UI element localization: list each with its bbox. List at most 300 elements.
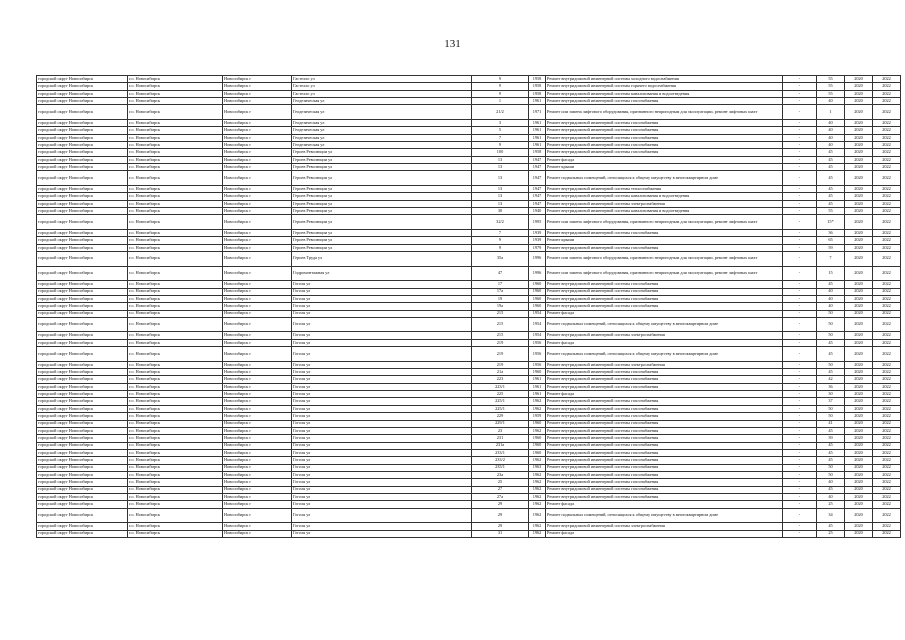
- cell-year-start: 2020: [845, 530, 873, 537]
- cell-settlement: г.о. Новосибирск: [128, 208, 223, 215]
- cell-city: Новосибирск г: [223, 317, 292, 332]
- cell-year-start: 2020: [845, 420, 873, 427]
- cell-year-start: 2020: [845, 317, 873, 332]
- cell-year-end: 2022: [873, 98, 901, 105]
- cell-city: Новосибирск г: [223, 339, 292, 346]
- cell-build-year: 1961: [529, 383, 546, 390]
- cell-street: Героев Революции ул: [292, 215, 472, 230]
- table-row: [37, 185, 901, 192]
- cell-settlement: г.о. Новосибирск: [128, 288, 223, 295]
- cell-street: Гоголя ул: [292, 486, 472, 493]
- cell-work-type: Ремонт внутридомовой инженерной системы электроснабжения: [546, 332, 783, 339]
- cell-value: 50: [817, 405, 845, 412]
- cell-street: Гоголя ул: [292, 376, 472, 383]
- cell-build-year: 1958: [529, 83, 546, 90]
- cell-dash: -: [783, 361, 817, 368]
- cell-municipal-district: городской округ Новосибирск: [37, 156, 128, 163]
- cell-municipal-district: городской округ Новосибирск: [37, 229, 128, 236]
- table-row: [37, 171, 901, 186]
- cell-settlement: г.о. Новосибирск: [128, 339, 223, 346]
- table-row: [37, 244, 901, 251]
- table-row: [37, 361, 901, 368]
- cell-value: 40: [817, 127, 845, 134]
- cell-settlement: г.о. Новосибирск: [128, 134, 223, 141]
- cell-municipal-district: городской округ Новосибирск: [37, 281, 128, 288]
- cell-municipal-district: городской округ Новосибирск: [37, 303, 128, 310]
- cell-house-number: 31: [472, 530, 529, 537]
- cell-year-end: 2022: [873, 185, 901, 192]
- cell-city: Новосибирск г: [223, 383, 292, 390]
- cell-municipal-district: городской округ Новосибирск: [37, 457, 128, 464]
- cell-municipal-district: городской округ Новосибирск: [37, 171, 128, 186]
- cell-work-type: Ремонт фасада: [546, 156, 783, 163]
- cell-year-start: 2020: [845, 501, 873, 508]
- cell-build-year: 1960: [529, 288, 546, 295]
- cell-city: Новосибирск г: [223, 479, 292, 486]
- cell-house-number: 13: [472, 156, 529, 163]
- cell-year-end: 2022: [873, 244, 901, 251]
- cell-municipal-district: городской округ Новосибирск: [37, 420, 128, 427]
- cell-city: Новосибирск г: [223, 303, 292, 310]
- cell-dash: -: [783, 164, 817, 171]
- cell-year-start: 2020: [845, 523, 873, 530]
- cell-municipal-district: городской округ Новосибирск: [37, 193, 128, 200]
- cell-house-number: 35а: [472, 251, 529, 266]
- table-row: [37, 237, 901, 244]
- cell-dash: -: [783, 149, 817, 156]
- cell-value: 37: [817, 398, 845, 405]
- cell-year-start: 2020: [845, 266, 873, 281]
- cell-work-type: Ремонт внутридомовой инженерной системы электроснабжения: [546, 523, 783, 530]
- cell-city: Новосибирск г: [223, 229, 292, 236]
- cell-street: Героев Революции ул: [292, 237, 472, 244]
- cell-year-start: 2020: [845, 442, 873, 449]
- cell-settlement: г.о. Новосибирск: [128, 449, 223, 456]
- cell-city: Новосибирск г: [223, 98, 292, 105]
- cell-build-year: 1958: [529, 149, 546, 156]
- cell-city: Новосибирск г: [223, 142, 292, 149]
- cell-street: Гидромонтажная ул: [292, 266, 472, 281]
- cell-work-type: Ремонт внутридомовой инженерной системы газоснабжения: [546, 303, 783, 310]
- cell-house-number: 225: [472, 391, 529, 398]
- cell-municipal-district: городской округ Новосибирск: [37, 237, 128, 244]
- cell-year-start: 2020: [845, 398, 873, 405]
- cell-settlement: г.о. Новосибирск: [128, 420, 223, 427]
- cell-year-start: 2020: [845, 156, 873, 163]
- cell-work-type: Ремонт внутридомовой инженерной системы горячего водоснабжения: [546, 83, 783, 90]
- cell-year-start: 2020: [845, 435, 873, 442]
- cell-value: 40: [817, 479, 845, 486]
- cell-city: Новосибирск г: [223, 295, 292, 302]
- cell-house-number: 7: [472, 229, 529, 236]
- cell-settlement: г.о. Новосибирск: [128, 391, 223, 398]
- cell-year-end: 2022: [873, 523, 901, 530]
- cell-city: Новосибирск г: [223, 457, 292, 464]
- cell-settlement: г.о. Новосибирск: [128, 508, 223, 523]
- table-row: [37, 134, 901, 141]
- cell-value: 34: [817, 508, 845, 523]
- cell-city: Новосибирск г: [223, 164, 292, 171]
- cell-year-end: 2022: [873, 295, 901, 302]
- cell-work-type: Ремонт внутридомовой инженерной системы канализования и водоотведения: [546, 193, 783, 200]
- cell-house-number: 9: [472, 244, 529, 251]
- cell-year-end: 2022: [873, 332, 901, 339]
- table-row: [37, 142, 901, 149]
- cell-street: Героев Революции ул: [292, 164, 472, 171]
- cell-value: 45: [817, 449, 845, 456]
- cell-value: 65: [817, 237, 845, 244]
- cell-municipal-district: городской округ Новосибирск: [37, 383, 128, 390]
- table-row: [37, 229, 901, 236]
- cell-city: Новосибирск г: [223, 508, 292, 523]
- cell-house-number: 19а: [472, 303, 529, 310]
- cell-dash: -: [783, 303, 817, 310]
- cell-year-end: 2022: [873, 193, 901, 200]
- table-row: [37, 193, 901, 200]
- cell-work-type: Ремонт фасада: [546, 530, 783, 537]
- cell-work-type: Ремонт внутридомовой инженерной системы холодного водоснабжения: [546, 76, 783, 83]
- cell-city: Новосибирск г: [223, 149, 292, 156]
- cell-dash: -: [783, 134, 817, 141]
- cell-dash: -: [783, 90, 817, 97]
- cell-build-year: 1947: [529, 164, 546, 171]
- table-row: [37, 127, 901, 134]
- cell-dash: -: [783, 76, 817, 83]
- cell-work-type: Ремонт внутридомовой инженерной системы газоснабжения: [546, 376, 783, 383]
- cell-dash: -: [783, 442, 817, 449]
- cell-value: 40: [817, 493, 845, 500]
- table-row: [37, 427, 901, 434]
- cell-street: Гоголя ул: [292, 332, 472, 339]
- cell-street: Героев Революции ул: [292, 193, 472, 200]
- table-row: [37, 442, 901, 449]
- cell-build-year: 1960: [529, 435, 546, 442]
- cell-year-end: 2022: [873, 149, 901, 156]
- table-row: [37, 420, 901, 427]
- cell-value: 55: [817, 76, 845, 83]
- cell-street: Гоголя ул: [292, 523, 472, 530]
- cell-dash: -: [783, 251, 817, 266]
- cell-municipal-district: городской округ Новосибирск: [37, 486, 128, 493]
- table-row: [37, 457, 901, 464]
- cell-dash: -: [783, 332, 817, 339]
- cell-street: Геодезическая ул: [292, 119, 472, 126]
- table-row: [37, 449, 901, 456]
- cell-house-number: 229: [472, 413, 529, 420]
- cell-street: Гоголя ул: [292, 281, 472, 288]
- cell-value: 45: [817, 442, 845, 449]
- cell-street: Гоголя ул: [292, 347, 472, 362]
- cell-settlement: г.о. Новосибирск: [128, 266, 223, 281]
- cell-house-number: 17: [472, 281, 529, 288]
- cell-work-type: Ремонт внутридомовой инженерной системы газоснабжения: [546, 405, 783, 412]
- cell-street: Геодезическая ул: [292, 98, 472, 105]
- cell-house-number: 9: [472, 76, 529, 83]
- cell-municipal-district: городской округ Новосибирск: [37, 83, 128, 90]
- cell-work-type: Ремонт внутридомовой инженерной системы газоснабжения: [546, 127, 783, 134]
- table-row: [37, 383, 901, 390]
- table-row: [37, 310, 901, 317]
- cell-year-end: 2022: [873, 413, 901, 420]
- cell-year-end: 2022: [873, 405, 901, 412]
- cell-year-start: 2020: [845, 149, 873, 156]
- cell-value: 50: [817, 464, 845, 471]
- cell-settlement: г.о. Новосибирск: [128, 303, 223, 310]
- cell-value: 25: [817, 501, 845, 508]
- cell-settlement: г.о. Новосибирск: [128, 119, 223, 126]
- cell-value: 45: [817, 164, 845, 171]
- cell-build-year: 1962: [529, 398, 546, 405]
- cell-settlement: г.о. Новосибирск: [128, 295, 223, 302]
- cell-city: Новосибирск г: [223, 127, 292, 134]
- cell-city: Новосибирск г: [223, 391, 292, 398]
- table-row: [37, 391, 901, 398]
- cell-municipal-district: городской округ Новосибирск: [37, 127, 128, 134]
- capital-repair-table: [36, 75, 901, 538]
- cell-dash: -: [783, 493, 817, 500]
- cell-house-number: 100: [472, 149, 529, 156]
- cell-year-start: 2020: [845, 200, 873, 207]
- cell-year-end: 2022: [873, 442, 901, 449]
- table-row: [37, 508, 901, 523]
- cell-dash: -: [783, 464, 817, 471]
- cell-value: 45: [817, 347, 845, 362]
- cell-value: 50: [817, 471, 845, 478]
- cell-work-type: Ремонт подвальных помещений, относящихся к общему имуществу в многоквартирном доме: [546, 171, 783, 186]
- cell-street: Гастелло ул: [292, 90, 472, 97]
- cell-build-year: 1960: [529, 303, 546, 310]
- cell-year-end: 2022: [873, 200, 901, 207]
- cell-build-year: 1960: [529, 420, 546, 427]
- cell-year-start: 2020: [845, 185, 873, 192]
- cell-settlement: г.о. Новосибирск: [128, 281, 223, 288]
- cell-year-end: 2022: [873, 215, 901, 230]
- cell-build-year: 1954: [529, 332, 546, 339]
- cell-dash: -: [783, 486, 817, 493]
- cell-year-end: 2022: [873, 237, 901, 244]
- cell-house-number: 231: [472, 435, 529, 442]
- cell-year-end: 2022: [873, 479, 901, 486]
- cell-municipal-district: городской округ Новосибирск: [37, 413, 128, 420]
- cell-settlement: г.о. Новосибирск: [128, 185, 223, 192]
- cell-street: Геодезическая ул: [292, 105, 472, 120]
- cell-year-end: 2022: [873, 471, 901, 478]
- cell-house-number: 233/1: [472, 449, 529, 456]
- cell-year-end: 2022: [873, 339, 901, 346]
- cell-value: 45: [817, 339, 845, 346]
- cell-value: 50: [817, 361, 845, 368]
- cell-dash: -: [783, 288, 817, 295]
- cell-build-year: 1956: [529, 361, 546, 368]
- cell-municipal-district: городской округ Новосибирск: [37, 508, 128, 523]
- cell-settlement: г.о. Новосибирск: [128, 76, 223, 83]
- cell-city: Новосибирск г: [223, 266, 292, 281]
- cell-city: Новосибирск г: [223, 171, 292, 186]
- cell-house-number: 235/1: [472, 464, 529, 471]
- cell-street: Гоголя ул: [292, 427, 472, 434]
- cell-city: Новосибирск г: [223, 523, 292, 530]
- cell-city: Новосибирск г: [223, 215, 292, 230]
- cell-street: Гоголя ул: [292, 501, 472, 508]
- cell-build-year: 1960: [529, 295, 546, 302]
- cell-house-number: 21а: [472, 369, 529, 376]
- cell-street: Героев Революции ул: [292, 208, 472, 215]
- cell-work-type: Ремонт внутридомовой инженерной системы электроснабжения: [546, 200, 783, 207]
- cell-settlement: г.о. Новосибирск: [128, 501, 223, 508]
- cell-street: Гоголя ул: [292, 530, 472, 537]
- cell-settlement: г.о. Новосибирск: [128, 105, 223, 120]
- cell-value: 55: [817, 90, 845, 97]
- table-row: [37, 464, 901, 471]
- cell-year-start: 2020: [845, 391, 873, 398]
- cell-dash: -: [783, 530, 817, 537]
- cell-value: 45: [817, 185, 845, 192]
- cell-year-start: 2020: [845, 361, 873, 368]
- cell-work-type: Ремонт внутридомовой инженерной системы электроснабжения: [546, 361, 783, 368]
- cell-dash: -: [783, 215, 817, 230]
- cell-house-number: 13: [472, 164, 529, 171]
- cell-city: Новосибирск г: [223, 185, 292, 192]
- cell-build-year: 1940: [529, 208, 546, 215]
- cell-work-type: Ремонт внутридомовой инженерной системы газоснабжения: [546, 442, 783, 449]
- cell-year-start: 2020: [845, 449, 873, 456]
- cell-work-type: Ремонт внутридомовой инженерной системы газоснабжения: [546, 119, 783, 126]
- cell-dash: -: [783, 266, 817, 281]
- cell-house-number: 219: [472, 347, 529, 362]
- cell-build-year: 1939: [529, 237, 546, 244]
- cell-year-start: 2020: [845, 295, 873, 302]
- cell-dash: -: [783, 317, 817, 332]
- cell-municipal-district: городской округ Новосибирск: [37, 530, 128, 537]
- cell-build-year: 1979: [529, 244, 546, 251]
- cell-city: Новосибирск г: [223, 90, 292, 97]
- cell-value: 55: [817, 83, 845, 90]
- cell-street: Геодезическая ул: [292, 142, 472, 149]
- cell-value: 40: [817, 295, 845, 302]
- cell-municipal-district: городской округ Новосибирск: [37, 471, 128, 478]
- cell-year-end: 2022: [873, 427, 901, 434]
- cell-municipal-district: городской округ Новосибирск: [37, 90, 128, 97]
- cell-settlement: г.о. Новосибирск: [128, 435, 223, 442]
- cell-house-number: 19: [472, 295, 529, 302]
- cell-municipal-district: городской округ Новосибирск: [37, 76, 128, 83]
- cell-year-start: 2020: [845, 464, 873, 471]
- cell-value: 15: [817, 266, 845, 281]
- table-row: [37, 435, 901, 442]
- cell-value: 40: [817, 142, 845, 149]
- cell-value: 25: [817, 530, 845, 537]
- cell-city: Новосибирск г: [223, 435, 292, 442]
- cell-year-end: 2022: [873, 105, 901, 120]
- cell-street: Гоголя ул: [292, 398, 472, 405]
- cell-house-number: 223: [472, 376, 529, 383]
- cell-settlement: г.о. Новосибирск: [128, 332, 223, 339]
- cell-settlement: г.о. Новосибирск: [128, 229, 223, 236]
- cell-dash: -: [783, 237, 817, 244]
- cell-work-type: Ремонт внутридомовой инженерной системы газоснабжения: [546, 281, 783, 288]
- cell-work-type: Ремонт внутридомовой инженерной системы газоснабжения: [546, 383, 783, 390]
- cell-build-year: 1947: [529, 156, 546, 163]
- cell-dash: -: [783, 508, 817, 523]
- cell-value: 40: [817, 303, 845, 310]
- cell-year-end: 2022: [873, 369, 901, 376]
- cell-build-year: 1962: [529, 523, 546, 530]
- cell-street: Гастелло ул: [292, 83, 472, 90]
- cell-city: Новосибирск г: [223, 420, 292, 427]
- cell-build-year: 1947: [529, 193, 546, 200]
- cell-dash: -: [783, 435, 817, 442]
- table-row: [37, 486, 901, 493]
- cell-street: Гоголя ул: [292, 405, 472, 412]
- cell-house-number: 229/1: [472, 420, 529, 427]
- cell-dash: -: [783, 310, 817, 317]
- cell-house-number: 233/2: [472, 457, 529, 464]
- cell-city: Новосибирск г: [223, 501, 292, 508]
- table-row: [37, 208, 901, 215]
- cell-dash: -: [783, 405, 817, 412]
- cell-year-end: 2022: [873, 361, 901, 368]
- cell-street: Гоголя ул: [292, 442, 472, 449]
- table-row: [37, 501, 901, 508]
- cell-year-start: 2020: [845, 142, 873, 149]
- table-row: [37, 295, 901, 302]
- cell-value: 45: [817, 171, 845, 186]
- cell-year-end: 2022: [873, 530, 901, 537]
- cell-dash: -: [783, 391, 817, 398]
- cell-work-type: Ремонт или замена лифтового оборудования, признанного непригодным для эксплуатации, ремонт лифтовых шахт: [546, 251, 783, 266]
- cell-work-type: Ремонт внутридомовой инженерной системы газоснабжения: [546, 464, 783, 471]
- cell-value: 30: [817, 391, 845, 398]
- cell-year-end: 2022: [873, 449, 901, 456]
- table-row: [37, 156, 901, 163]
- cell-city: Новосибирск г: [223, 471, 292, 478]
- table-row: [37, 266, 901, 281]
- cell-value: 40: [817, 119, 845, 126]
- cell-house-number: 23а: [472, 471, 529, 478]
- cell-year-start: 2020: [845, 76, 873, 83]
- cell-year-start: 2020: [845, 215, 873, 230]
- cell-settlement: г.о. Новосибирск: [128, 361, 223, 368]
- cell-municipal-district: городской округ Новосибирск: [37, 398, 128, 405]
- cell-house-number: 3: [472, 119, 529, 126]
- cell-street: Героев Революции ул: [292, 156, 472, 163]
- table-row: [37, 76, 901, 83]
- cell-settlement: г.о. Новосибирск: [128, 369, 223, 376]
- cell-value: 45: [817, 200, 845, 207]
- cell-year-end: 2022: [873, 310, 901, 317]
- cell-year-end: 2022: [873, 493, 901, 500]
- cell-year-start: 2020: [845, 164, 873, 171]
- cell-settlement: г.о. Новосибирск: [128, 413, 223, 420]
- cell-street: Гоголя ул: [292, 295, 472, 302]
- cell-year-start: 2020: [845, 134, 873, 141]
- table-row: [37, 200, 901, 207]
- cell-house-number: 27а: [472, 493, 529, 500]
- cell-build-year: 1954: [529, 317, 546, 332]
- cell-street: Гоголя ул: [292, 413, 472, 420]
- cell-year-start: 2020: [845, 413, 873, 420]
- table-row: [37, 119, 901, 126]
- cell-work-type: Ремонт крыши: [546, 237, 783, 244]
- cell-year-start: 2020: [845, 369, 873, 376]
- cell-dash: -: [783, 156, 817, 163]
- cell-work-type: Ремонт внутридомовой инженерной системы газоснабжения: [546, 295, 783, 302]
- cell-build-year: 1947: [529, 185, 546, 192]
- cell-settlement: г.о. Новосибирск: [128, 523, 223, 530]
- cell-year-end: 2022: [873, 486, 901, 493]
- cell-year-end: 2022: [873, 347, 901, 362]
- cell-city: Новосибирск г: [223, 208, 292, 215]
